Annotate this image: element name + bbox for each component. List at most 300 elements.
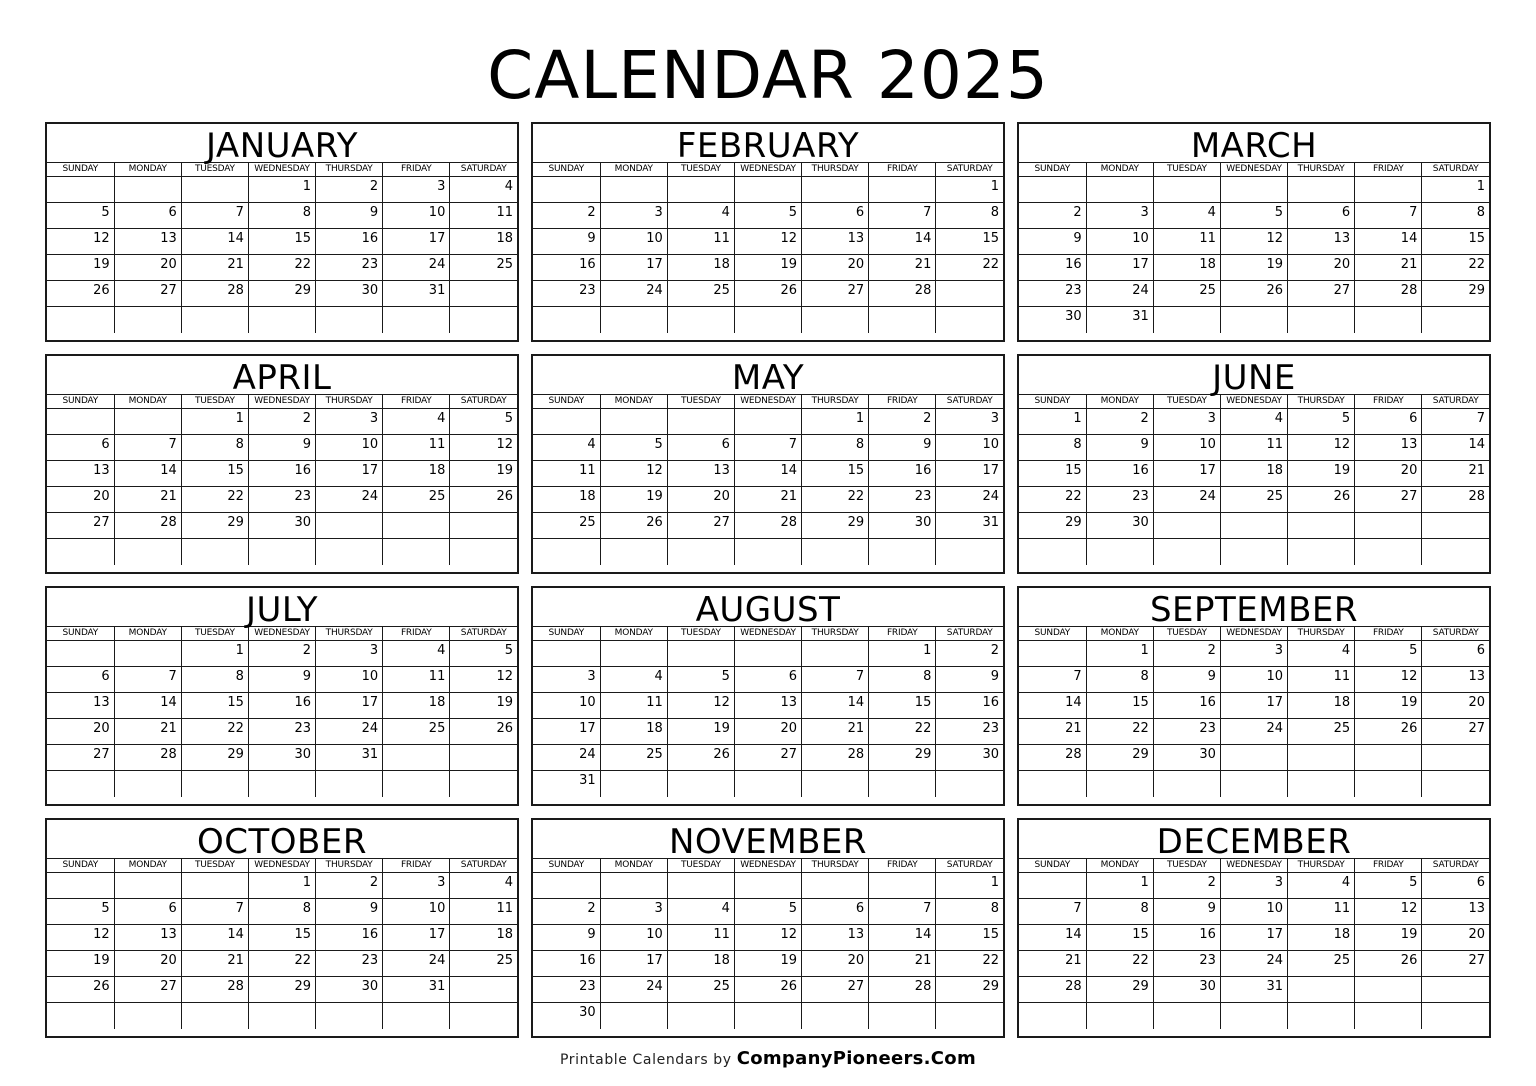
- week-row: [1019, 745, 1489, 771]
- day-cell: [1086, 177, 1153, 203]
- weekday-header-row: [47, 395, 517, 409]
- week-row: [533, 977, 1003, 1003]
- day-cell: 6: [1288, 203, 1355, 229]
- day-cell: 1: [248, 873, 315, 899]
- weekday-label: MONDAY: [114, 859, 181, 873]
- week-row: [47, 899, 517, 925]
- weekday-label: MONDAY: [1086, 627, 1153, 641]
- day-cell: 28: [114, 513, 181, 539]
- day-cell: 2: [1153, 873, 1220, 899]
- day-cell: 18: [450, 925, 517, 951]
- week-row: [533, 203, 1003, 229]
- day-cell: 15: [248, 229, 315, 255]
- month-title: DECEMBER: [1156, 822, 1352, 862]
- day-cell: 4: [383, 641, 450, 667]
- day-cell: 6: [667, 435, 734, 461]
- day-cell: [1153, 513, 1220, 539]
- week-row: [533, 641, 1003, 667]
- day-cell: [47, 409, 114, 435]
- day-cell: 14: [1355, 229, 1422, 255]
- day-cell: 21: [114, 487, 181, 513]
- day-cell: 21: [181, 951, 248, 977]
- footer: [0, 1048, 1536, 1071]
- day-cell: [1086, 1003, 1153, 1029]
- week-row: [47, 307, 517, 333]
- day-cell: [1153, 771, 1220, 797]
- day-cell: 25: [450, 951, 517, 977]
- day-cell: 3: [600, 203, 667, 229]
- day-cell: 4: [1153, 203, 1220, 229]
- day-cell: 19: [1220, 255, 1287, 281]
- day-cell: [1355, 539, 1422, 565]
- week-row: [47, 177, 517, 203]
- day-cell: 1: [181, 641, 248, 667]
- day-cell: 4: [450, 177, 517, 203]
- day-cell: 12: [734, 925, 801, 951]
- weekday-label: FRIDAY: [869, 859, 936, 873]
- month-block-october: [45, 818, 519, 1038]
- day-cell: [450, 513, 517, 539]
- day-cell: [1220, 1003, 1287, 1029]
- day-cell: 24: [1220, 951, 1287, 977]
- day-cell: 9: [533, 925, 600, 951]
- day-cell: 11: [450, 203, 517, 229]
- day-cell: 20: [802, 951, 869, 977]
- day-cell: 19: [667, 719, 734, 745]
- day-cell: [869, 307, 936, 333]
- day-cell: [936, 771, 1003, 797]
- week-row: [533, 461, 1003, 487]
- day-cell: 20: [114, 255, 181, 281]
- day-cell: [734, 307, 801, 333]
- day-cell: [936, 307, 1003, 333]
- weekday-label: MONDAY: [600, 859, 667, 873]
- day-cell: [1019, 539, 1086, 565]
- day-cell: [181, 307, 248, 333]
- weekday-label: SUNDAY: [47, 163, 114, 177]
- day-cell: 25: [667, 281, 734, 307]
- day-cell: 21: [1019, 719, 1086, 745]
- day-cell: 26: [1355, 951, 1422, 977]
- day-cell: 21: [1422, 461, 1489, 487]
- weekday-label: MONDAY: [1086, 163, 1153, 177]
- week-row: [533, 539, 1003, 565]
- day-cell: 23: [316, 951, 383, 977]
- day-cell: 28: [869, 281, 936, 307]
- day-cell: 18: [667, 255, 734, 281]
- day-cell: 21: [181, 255, 248, 281]
- day-cell: 3: [316, 409, 383, 435]
- day-cell: 24: [1153, 487, 1220, 513]
- day-cell: 20: [802, 255, 869, 281]
- day-cell: 24: [600, 977, 667, 1003]
- day-cell: 30: [869, 513, 936, 539]
- week-row: [47, 435, 517, 461]
- week-row: [47, 719, 517, 745]
- week-row: [1019, 873, 1489, 899]
- day-cell: [47, 771, 114, 797]
- day-cell: 6: [1422, 873, 1489, 899]
- day-cell: 5: [734, 203, 801, 229]
- day-cell: 8: [936, 203, 1003, 229]
- day-cell: [1355, 177, 1422, 203]
- day-cell: 15: [936, 925, 1003, 951]
- day-cell: 4: [533, 435, 600, 461]
- day-cell: [1355, 307, 1422, 333]
- day-cell: 23: [533, 977, 600, 1003]
- day-cell: [1019, 177, 1086, 203]
- week-row: [533, 487, 1003, 513]
- day-cell: [802, 771, 869, 797]
- day-cell: 31: [383, 281, 450, 307]
- day-cell: [1422, 977, 1489, 1003]
- day-cell: 7: [1019, 899, 1086, 925]
- weekday-label: THURSDAY: [316, 627, 383, 641]
- weekday-label: SATURDAY: [450, 859, 517, 873]
- day-cell: 13: [802, 925, 869, 951]
- day-cell: 9: [1153, 899, 1220, 925]
- day-cell: [114, 771, 181, 797]
- day-cell: 6: [802, 203, 869, 229]
- day-cell: [316, 539, 383, 565]
- day-cell: [1220, 177, 1287, 203]
- day-cell: [1422, 539, 1489, 565]
- day-cell: 15: [802, 461, 869, 487]
- day-cell: 28: [181, 977, 248, 1003]
- day-cell: 2: [533, 899, 600, 925]
- weekday-label: THURSDAY: [316, 859, 383, 873]
- weekday-label: TUESDAY: [1153, 859, 1220, 873]
- week-row: [47, 539, 517, 565]
- day-cell: 5: [1288, 409, 1355, 435]
- day-cell: 8: [181, 667, 248, 693]
- month-table: [1019, 858, 1489, 1029]
- day-cell: 24: [316, 487, 383, 513]
- day-cell: [450, 307, 517, 333]
- weekday-label: WEDNESDAY: [248, 859, 315, 873]
- day-cell: 21: [114, 719, 181, 745]
- day-cell: 28: [1422, 487, 1489, 513]
- day-cell: [734, 641, 801, 667]
- month-table: [1019, 394, 1489, 565]
- day-cell: 5: [600, 435, 667, 461]
- weekday-label: WEDNESDAY: [248, 627, 315, 641]
- day-cell: 4: [1288, 873, 1355, 899]
- day-cell: 22: [248, 951, 315, 977]
- day-cell: 13: [1288, 229, 1355, 255]
- day-cell: [533, 873, 600, 899]
- week-row: [47, 1003, 517, 1029]
- day-cell: 27: [667, 513, 734, 539]
- day-cell: 4: [1288, 641, 1355, 667]
- weekday-label: MONDAY: [114, 627, 181, 641]
- day-cell: 26: [1220, 281, 1287, 307]
- day-cell: 26: [450, 719, 517, 745]
- day-cell: 17: [316, 693, 383, 719]
- day-cell: 4: [383, 409, 450, 435]
- day-cell: [1019, 641, 1086, 667]
- month-block-august: [531, 586, 1005, 806]
- day-cell: 30: [1153, 745, 1220, 771]
- day-cell: 1: [1422, 177, 1489, 203]
- day-cell: [802, 177, 869, 203]
- month-block-november: [531, 818, 1005, 1038]
- day-cell: 9: [316, 899, 383, 925]
- weekday-label: WEDNESDAY: [734, 627, 801, 641]
- day-cell: [1288, 771, 1355, 797]
- day-cell: [667, 1003, 734, 1029]
- day-cell: [869, 771, 936, 797]
- day-cell: [114, 177, 181, 203]
- day-cell: 25: [1288, 719, 1355, 745]
- day-cell: [600, 1003, 667, 1029]
- weekday-label: TUESDAY: [667, 859, 734, 873]
- day-cell: 26: [667, 745, 734, 771]
- day-cell: 28: [734, 513, 801, 539]
- day-cell: 28: [802, 745, 869, 771]
- week-row: [533, 667, 1003, 693]
- weekday-label: THURSDAY: [802, 395, 869, 409]
- day-cell: 23: [316, 255, 383, 281]
- month-title: APRIL: [232, 358, 332, 398]
- day-cell: 15: [181, 461, 248, 487]
- day-cell: 22: [1086, 951, 1153, 977]
- day-cell: [936, 1003, 1003, 1029]
- weekday-label: FRIDAY: [383, 859, 450, 873]
- weekday-label: THURSDAY: [1288, 859, 1355, 873]
- day-cell: 29: [181, 513, 248, 539]
- day-cell: [600, 539, 667, 565]
- week-row: [1019, 925, 1489, 951]
- weekday-label: TUESDAY: [181, 163, 248, 177]
- day-cell: 14: [114, 461, 181, 487]
- day-cell: 24: [1220, 719, 1287, 745]
- day-cell: 20: [47, 719, 114, 745]
- day-cell: 23: [869, 487, 936, 513]
- weekday-label: TUESDAY: [1153, 395, 1220, 409]
- day-cell: 17: [1086, 255, 1153, 281]
- day-cell: [450, 745, 517, 771]
- week-row: [533, 745, 1003, 771]
- week-row: [533, 719, 1003, 745]
- weekday-header-row: [533, 163, 1003, 177]
- day-cell: 24: [533, 745, 600, 771]
- day-cell: 19: [47, 951, 114, 977]
- month-table: [47, 394, 517, 565]
- weekday-header-row: [47, 627, 517, 641]
- week-row: [533, 435, 1003, 461]
- weekday-header-row: [47, 163, 517, 177]
- day-cell: [248, 539, 315, 565]
- day-cell: 22: [936, 951, 1003, 977]
- weekday-label: SUNDAY: [47, 627, 114, 641]
- day-cell: 17: [600, 951, 667, 977]
- day-cell: 6: [114, 899, 181, 925]
- day-cell: [869, 873, 936, 899]
- day-cell: 16: [248, 693, 315, 719]
- week-row: [533, 951, 1003, 977]
- day-cell: 19: [47, 255, 114, 281]
- day-cell: 14: [114, 693, 181, 719]
- day-cell: 7: [1355, 203, 1422, 229]
- day-cell: 14: [802, 693, 869, 719]
- day-cell: 22: [869, 719, 936, 745]
- day-cell: 23: [936, 719, 1003, 745]
- day-cell: [383, 513, 450, 539]
- weekday-label: TUESDAY: [181, 859, 248, 873]
- day-cell: 13: [1355, 435, 1422, 461]
- day-cell: 15: [869, 693, 936, 719]
- day-cell: 16: [533, 255, 600, 281]
- week-row: [1019, 977, 1489, 1003]
- day-cell: 17: [533, 719, 600, 745]
- day-cell: 22: [181, 487, 248, 513]
- day-cell: 20: [1422, 925, 1489, 951]
- day-cell: 18: [1288, 925, 1355, 951]
- day-cell: 3: [600, 899, 667, 925]
- day-cell: 23: [533, 281, 600, 307]
- day-cell: 2: [248, 641, 315, 667]
- day-cell: [316, 771, 383, 797]
- day-cell: 17: [936, 461, 1003, 487]
- day-cell: 28: [1355, 281, 1422, 307]
- week-row: [47, 203, 517, 229]
- month-block-july: [45, 586, 519, 806]
- week-row: [1019, 513, 1489, 539]
- day-cell: [734, 771, 801, 797]
- day-cell: [1288, 745, 1355, 771]
- day-cell: [1355, 513, 1422, 539]
- week-row: [47, 977, 517, 1003]
- month-title: MARCH: [1190, 126, 1318, 166]
- day-cell: 31: [383, 977, 450, 1003]
- weekday-label: SATURDAY: [936, 627, 1003, 641]
- weekday-label: SUNDAY: [1019, 395, 1086, 409]
- weekday-header-row: [533, 627, 1003, 641]
- weekday-label: SATURDAY: [936, 395, 1003, 409]
- week-row: [47, 229, 517, 255]
- day-cell: 14: [1019, 925, 1086, 951]
- day-cell: 1: [1086, 873, 1153, 899]
- day-cell: 1: [869, 641, 936, 667]
- day-cell: 5: [450, 409, 517, 435]
- day-cell: 13: [114, 229, 181, 255]
- month-title: FEBRUARY: [676, 126, 860, 166]
- day-cell: 18: [1220, 461, 1287, 487]
- day-cell: 11: [1153, 229, 1220, 255]
- weekday-label: WEDNESDAY: [248, 163, 315, 177]
- day-cell: 24: [1086, 281, 1153, 307]
- day-cell: 31: [533, 771, 600, 797]
- week-row: [47, 745, 517, 771]
- month-title: AUGUST: [695, 590, 841, 630]
- weekday-label: TUESDAY: [181, 395, 248, 409]
- day-cell: 27: [1422, 951, 1489, 977]
- day-cell: 30: [936, 745, 1003, 771]
- week-row: [47, 693, 517, 719]
- day-cell: 16: [533, 951, 600, 977]
- day-cell: 5: [1220, 203, 1287, 229]
- month-table: [533, 858, 1003, 1029]
- day-cell: [1355, 977, 1422, 1003]
- day-cell: [1086, 539, 1153, 565]
- week-row: [533, 409, 1003, 435]
- day-cell: 9: [533, 229, 600, 255]
- day-cell: 31: [316, 745, 383, 771]
- day-cell: 10: [316, 667, 383, 693]
- week-row: [1019, 461, 1489, 487]
- week-row: [533, 513, 1003, 539]
- month-title: SEPTEMBER: [1149, 590, 1359, 630]
- day-cell: 16: [936, 693, 1003, 719]
- day-cell: 30: [1153, 977, 1220, 1003]
- day-cell: 24: [600, 281, 667, 307]
- day-cell: 30: [248, 513, 315, 539]
- weekday-label: WEDNESDAY: [1220, 859, 1287, 873]
- footer-brand: CompanyPioneers.Com: [736, 1048, 977, 1069]
- day-cell: 1: [1019, 409, 1086, 435]
- day-cell: 20: [1422, 693, 1489, 719]
- day-cell: [248, 771, 315, 797]
- week-row: [47, 925, 517, 951]
- day-cell: [802, 539, 869, 565]
- week-row: [47, 487, 517, 513]
- month-block-march: [1017, 122, 1491, 342]
- day-cell: 8: [181, 435, 248, 461]
- weekday-label: TUESDAY: [667, 627, 734, 641]
- week-row: [1019, 539, 1489, 565]
- day-cell: [600, 307, 667, 333]
- day-cell: 12: [1355, 667, 1422, 693]
- day-cell: 27: [1355, 487, 1422, 513]
- day-cell: 2: [869, 409, 936, 435]
- week-row: [47, 951, 517, 977]
- month-block-january: [45, 122, 519, 342]
- day-cell: 12: [450, 435, 517, 461]
- day-cell: [248, 307, 315, 333]
- day-cell: 15: [1086, 925, 1153, 951]
- weekday-label: SUNDAY: [1019, 859, 1086, 873]
- month-title: OCTOBER: [197, 822, 367, 862]
- day-cell: 19: [600, 487, 667, 513]
- weekday-label: SUNDAY: [1019, 627, 1086, 641]
- day-cell: 1: [1086, 641, 1153, 667]
- weekday-label: MONDAY: [600, 395, 667, 409]
- day-cell: 11: [1288, 899, 1355, 925]
- month-block-december: [1017, 818, 1491, 1038]
- day-cell: 29: [802, 513, 869, 539]
- day-cell: [936, 539, 1003, 565]
- day-cell: 18: [383, 461, 450, 487]
- day-cell: 16: [1153, 693, 1220, 719]
- day-cell: 8: [936, 899, 1003, 925]
- day-cell: [936, 281, 1003, 307]
- day-cell: 30: [316, 977, 383, 1003]
- day-cell: 21: [1355, 255, 1422, 281]
- week-row: [1019, 203, 1489, 229]
- day-cell: [316, 1003, 383, 1029]
- day-cell: 9: [1153, 667, 1220, 693]
- weekday-label: THURSDAY: [802, 859, 869, 873]
- day-cell: 28: [114, 745, 181, 771]
- weekday-label: FRIDAY: [383, 395, 450, 409]
- day-cell: 15: [248, 925, 315, 951]
- day-cell: 8: [248, 899, 315, 925]
- day-cell: 20: [734, 719, 801, 745]
- day-cell: 12: [1220, 229, 1287, 255]
- month-title: NOVEMBER: [668, 822, 868, 862]
- day-cell: 9: [248, 435, 315, 461]
